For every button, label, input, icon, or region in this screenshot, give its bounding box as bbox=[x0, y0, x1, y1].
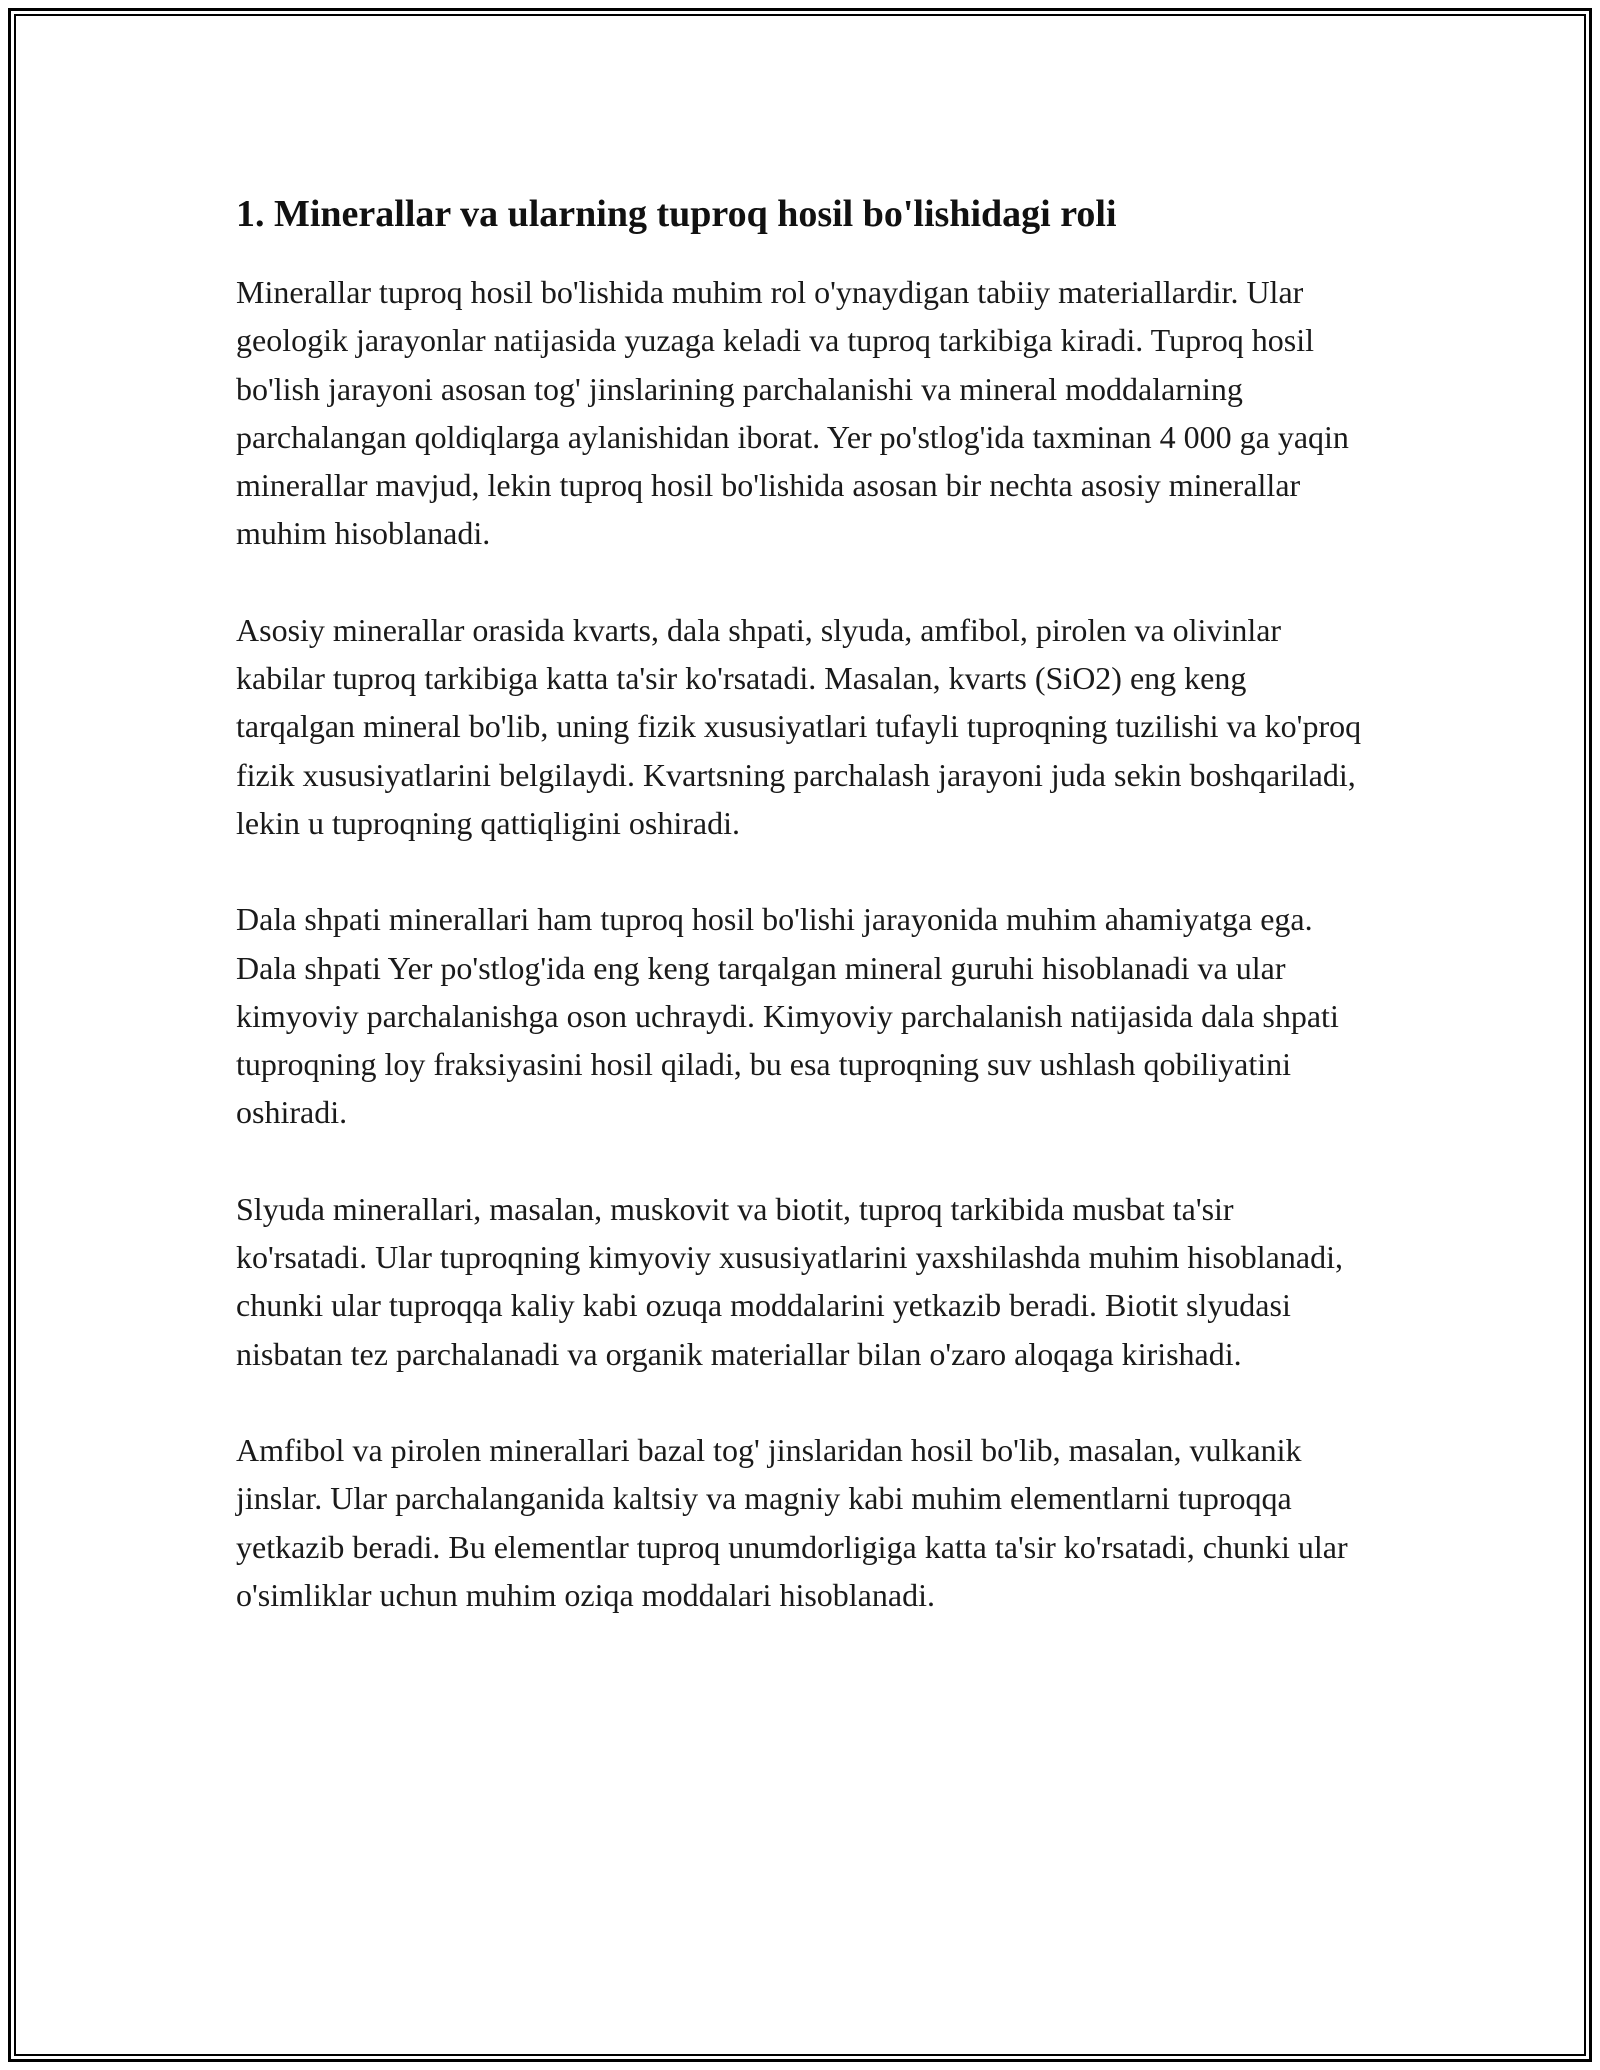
paragraph-main-minerals: Asosiy minerallar orasida kvarts, dala shpati, slyuda, amfibol, pirolen va olivinlar kabilar tuproq tarkibiga katta ta'sir ko'rsatadi. Masalan, kvarts (SiO2) eng keng tarqalgan mineral bo'lib, uning fizik xususiyatlari tufayli tuproqning tuzilishi va ko'proq fizik xususiyatlarini belgilaydi. Kvartsning parchalash jarayoni juda sekin boshqariladi, lekin u tuproqning qattiqligini oshiradi. bbox=[236, 611, 1362, 841]
section-heading: 1. Minerallar va ularning tuproq hosil bo'lishidagi roli bbox=[236, 193, 1117, 235]
paragraph-mica: Slyuda minerallari, masalan, muskovit va biotit, tuproq tarkibida musbat ta'sir ko'rsatadi. Ular tuproqning kimyoviy xususiyatlarini yaxshilashda muhim hisoblanadi, chunki ular tuproqqa kaliy kabi ozuqa moddalarini yetkazib beradi. Biotit slyudasi nisbatan tez parchalanadi va organik materiallar bilan o'zaro aloqaga kirishadi. bbox=[236, 1190, 1343, 1372]
document-body bbox=[236, 186, 1366, 1619]
paragraph-amphibole: Amfibol va pirolen minerallari bazal tog' jinslaridan hosil bo'lib, masalan, vulkanik jinslar. Ular parchalanganida kaltsiy va magniy kabi muhim elementlarni tuproqqa yetkazib beradi. Bu elementlar tuproq unumdorligiga katta ta'sir ko'rsatadi, chunki ular o'simliklar uchun muhim oziqa moddalari hisoblanadi. bbox=[236, 1431, 1348, 1613]
paragraph-minerals-intro: Minerallar tuproq hosil bo'lishida muhim rol o'ynaydigan tabiiy materiallardir. Ular geologik jarayonlar natijasida yuzaga keladi va tuproq tarkibiga kiradi. Tuproq hosil bo'lish jarayoni asosan tog' jinslarining parchalanishi va mineral moddalarning parchalangan qoldiqlarga aylanishidan iborat. Yer po'stlog'ida taxminan 4 000 ga yaqin minerallar mavjud, lekin tuproq hosil bo'lishida asosan bir nechta asosiy minerallar muhim hisoblanadi. bbox=[236, 274, 1349, 552]
paragraph-feldspar: Dala shpati minerallari ham tuproq hosil bo'lishi jarayonida muhim ahamiyatga ega. Dala shpati Yer po'stlog'ida eng keng tarqalgan mineral guruhi hisoblanadi va ular kimyoviy parchalanishga oson uchraydi. Kimyoviy parchalanish natijasida dala shpati tuproqning loy fraksiyasini hosil qiladi, bu esa tuproqning suv ushlash qobiliyatini oshiradi. bbox=[236, 901, 1339, 1131]
